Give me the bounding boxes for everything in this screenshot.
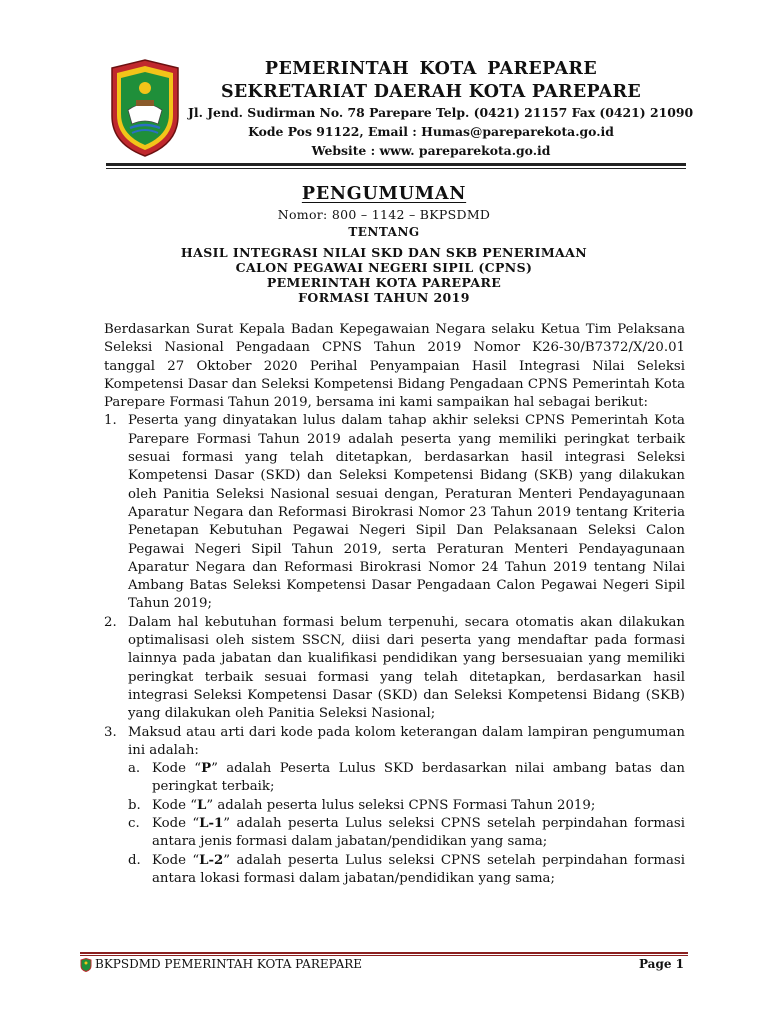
list-item-number: 3.: [104, 724, 117, 740]
subject-line: PEMERINTAH KOTA PAREPARE: [266, 275, 502, 290]
subject-line: FORMASI TAHUN 2019: [298, 290, 470, 305]
list-item: [104, 724, 685, 761]
announcement-about: TENTANG: [348, 225, 420, 239]
code-description: ” adalah peserta Lulus seleksi CPNS setelah perpindahan formasi antara lokasi formasi dalam jabatan/pendidikan yang sama;: [152, 852, 685, 886]
footer-organization: BKPSDMD PEMERINTAH KOTA PAREPARE: [95, 957, 363, 971]
letterhead-postal-email: Kode Pos 91122, Email : Humas@pareparekota.go.id: [248, 124, 614, 139]
code-prefix: Kode “: [152, 761, 202, 777]
code-list-text: [152, 797, 685, 815]
announcement-subject: [0, 245, 768, 305]
footer-rule: [80, 952, 688, 954]
letterhead-government: PEMERINTAH KOTA PAREPARE: [264, 59, 598, 79]
code-prefix: Kode “: [152, 797, 197, 813]
subject-line: CALON PEGAWAI NEGERI SIPIL (CPNS): [235, 260, 533, 275]
list-item: [104, 614, 685, 724]
code-list-item: [128, 797, 685, 815]
list-item-number: 1.: [104, 413, 117, 429]
footer-emblem-icon: [80, 958, 92, 972]
subject-line: HASIL INTEGRASI NILAI SKD DAN SKB PENERIMAAN: [180, 245, 588, 260]
announcement-title: [0, 184, 768, 204]
list-item: [104, 412, 685, 613]
code-list-text: [152, 815, 685, 852]
announcement-body: [104, 321, 685, 888]
code-list-item: [128, 852, 685, 889]
letterhead-address: Jl. Jend. Sudirman No. 78 Parepare Telp. (0421) 21157 Fax (0421) 21090: [188, 105, 694, 120]
letterhead: [188, 58, 694, 160]
parepare-city-emblem-icon: [106, 58, 184, 158]
code-list-text: [152, 760, 685, 797]
code-list-item: [128, 815, 685, 852]
list-item-number: 2.: [104, 614, 117, 630]
announcement-title-text: PENGUMUMAN: [301, 184, 467, 204]
code-value: L-2: [199, 852, 224, 868]
code-list-letter: a.: [128, 761, 141, 777]
letterhead-rule-thick: [106, 163, 686, 166]
code-prefix: Kode “: [152, 816, 200, 832]
announcement-number: Nomor: 800 – 1142 – BKPSDMD: [277, 207, 491, 222]
list-item-text: Peserta yang dinyatakan lulus dalam tahap akhir seleksi CPNS Pemerintah Kota Parepare Formasi Tahun 2019 adalah peserta yang memiliki peringkat terbaik sesuai formasi yang telah ditetapkan, berdasarkan hasil integrasi Seleksi Kompetensi Dasar (SKD) dan Seleksi Kompetensi Bidang (SKB) yang dilakukan oleh Panitia Seleksi Nasional sesuai dengan, Peraturan Menteri Pendayagunaan Aparatur Negara dan Reformasi Birokrasi Nomor 23 Tahun 2019 tentang Kriteria Penetapan Kebutuhan Pegawai Negeri Sipil Dan Pelaksanaan Seleksi Calon Pegawai Negeri Sipil Tahun 2019, serta Peraturan Menteri Pendayagunaan Aparatur Negara dan Reformasi Birokrasi Nomor 24 Tahun 2019 tentang Nilai Ambang Batas Seleksi Kompetensi Dasar Pengadaan Calon Pegawai Negeri Sipil Tahun 2019;: [128, 413, 685, 612]
code-list-letter: b.: [128, 797, 141, 813]
letterhead-secretariat: SEKRETARIAT DAERAH KOTA PAREPARE: [220, 82, 642, 102]
code-list-letter: c.: [128, 816, 140, 832]
code-list-item: [128, 760, 685, 797]
footer-page-number: Page 1: [638, 957, 684, 971]
list-item-text: Maksud atau arti dari kode pada kolom keterangan dalam lampiran pengumuman ini adalah:: [128, 724, 685, 758]
footer-rule-thin: [80, 955, 688, 956]
code-value: L: [197, 797, 207, 813]
code-list-letter: d.: [128, 852, 141, 868]
code-value: L-1: [199, 816, 224, 832]
code-description: ” adalah peserta Lulus seleksi CPNS setelah perpindahan formasi antara jenis formasi dalam jabatan/pendidikan yang sama;: [152, 816, 685, 850]
code-prefix: Kode “: [152, 852, 200, 868]
code-description: ” adalah peserta lulus seleksi CPNS Formasi Tahun 2019;: [206, 797, 596, 813]
intro-paragraph: Berdasarkan Surat Kepala Badan Kepegawaian Negara selaku Ketua Tim Pelaksana Seleksi Nasional Pengadaan CPNS Tahun 2019 Nomor K26-30/B7372/X/20.01 tanggal 27 Oktober 2020 Perihal Penyampaian Hasil Integrasi Nilai Seleksi Kompetensi Dasar dan Seleksi Kompetensi Bidang Pengadaan CPNS Pemerintah Kota Parepare Formasi Tahun 2019, bersama ini kami sampaikan hal sebagai berikut:: [104, 322, 685, 411]
code-list-text: [152, 852, 685, 889]
letterhead-website: Website : www. pareparekota.go.id: [311, 143, 551, 158]
code-description: ” adalah Peserta Lulus SKD berdasarkan nilai ambang batas dan peringkat terbaik;: [152, 761, 685, 795]
code-value: P: [201, 761, 212, 777]
letterhead-rule-thin: [106, 168, 686, 169]
list-item-text: Dalam hal kebutuhan formasi belum terpenuhi, secara otomatis akan dilakukan optimalisasi oleh sistem SSCN, diisi dari peserta yang mendaftar pada formasi lainnya pada jabatan dan kualifikasi pendidikan yang bersesuaian yang memiliki peringkat terbaik sesuai formasi yang telah ditetapkan, berdasarkan hasil integrasi Seleksi Kompetensi Dasar (SKD) dan Seleksi Kompetensi Bidang (SKB) yang dilakukan oleh Panitia Seleksi Nasional;: [128, 614, 685, 722]
